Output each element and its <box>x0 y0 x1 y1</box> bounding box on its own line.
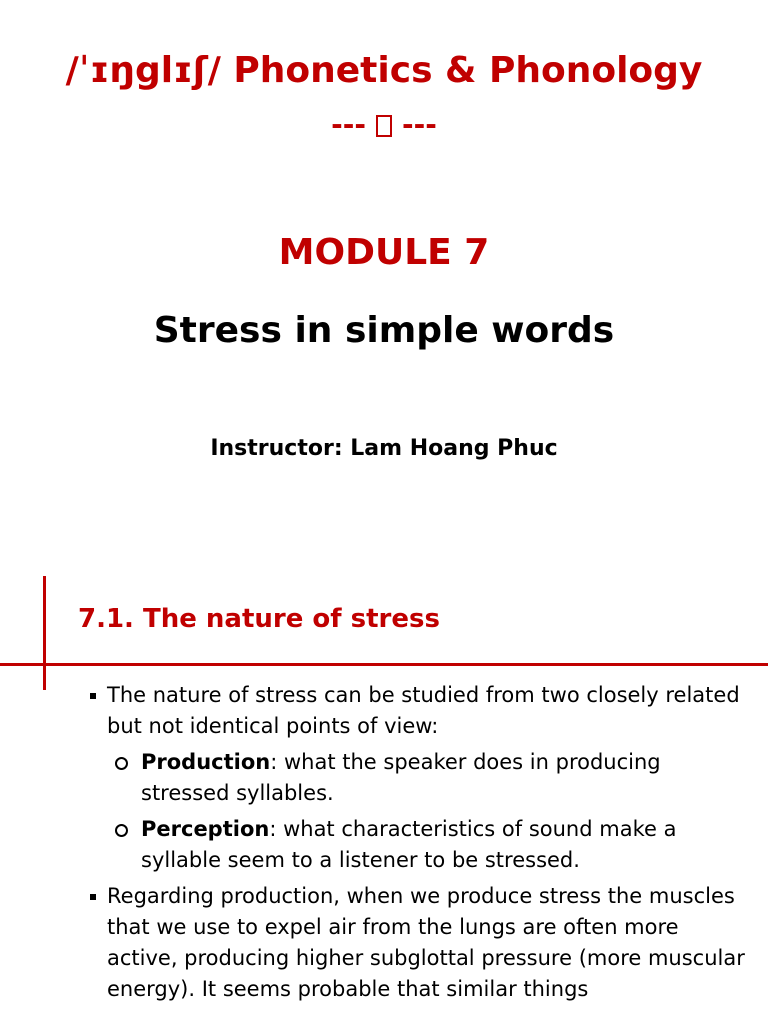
content-slide <box>0 560 768 1024</box>
decorative-divider <box>0 108 768 141</box>
sub-bullet-item <box>88 747 748 809</box>
bullet-text: Regarding production, when we produce stress the muscles that we use to expel air from the lungs are often more active, producing higher subglottal pressure (more muscular energy). It seems probable that similar things <box>107 884 745 1001</box>
sub-bullet-item <box>88 814 748 876</box>
slide-subtitle: Stress in simple words <box>153 310 615 351</box>
term-perception: Perception <box>141 817 270 841</box>
slide-body <box>88 680 748 1010</box>
instructor-name: Instructor: Lam Hoang Phuc <box>210 436 558 461</box>
missing-glyph-icon <box>376 115 392 137</box>
bullet-item <box>88 680 748 742</box>
bullet-text: The nature of stress can be studied from two closely related but not identical points of view: <box>107 683 740 738</box>
sub-bullet-text: : what the speaker does in producing stressed syllables. <box>141 750 661 805</box>
course-title: /ˈɪŋglɪʃ/ Phonetics & Phonology <box>65 50 703 91</box>
divider-dashes-left: --- <box>331 108 366 141</box>
module-title: MODULE 7 <box>278 232 490 273</box>
horizontal-accent-line <box>0 663 768 666</box>
vertical-accent-line <box>43 576 46 690</box>
bullet-item <box>88 881 748 1005</box>
divider-dashes-right: --- <box>402 108 437 141</box>
term-production: Production <box>141 750 271 774</box>
sub-bullet-text: : what characteristics of sound make a syllable seem to a listener to be stressed. <box>141 817 677 872</box>
section-title: 7.1. The nature of stress <box>78 604 440 634</box>
